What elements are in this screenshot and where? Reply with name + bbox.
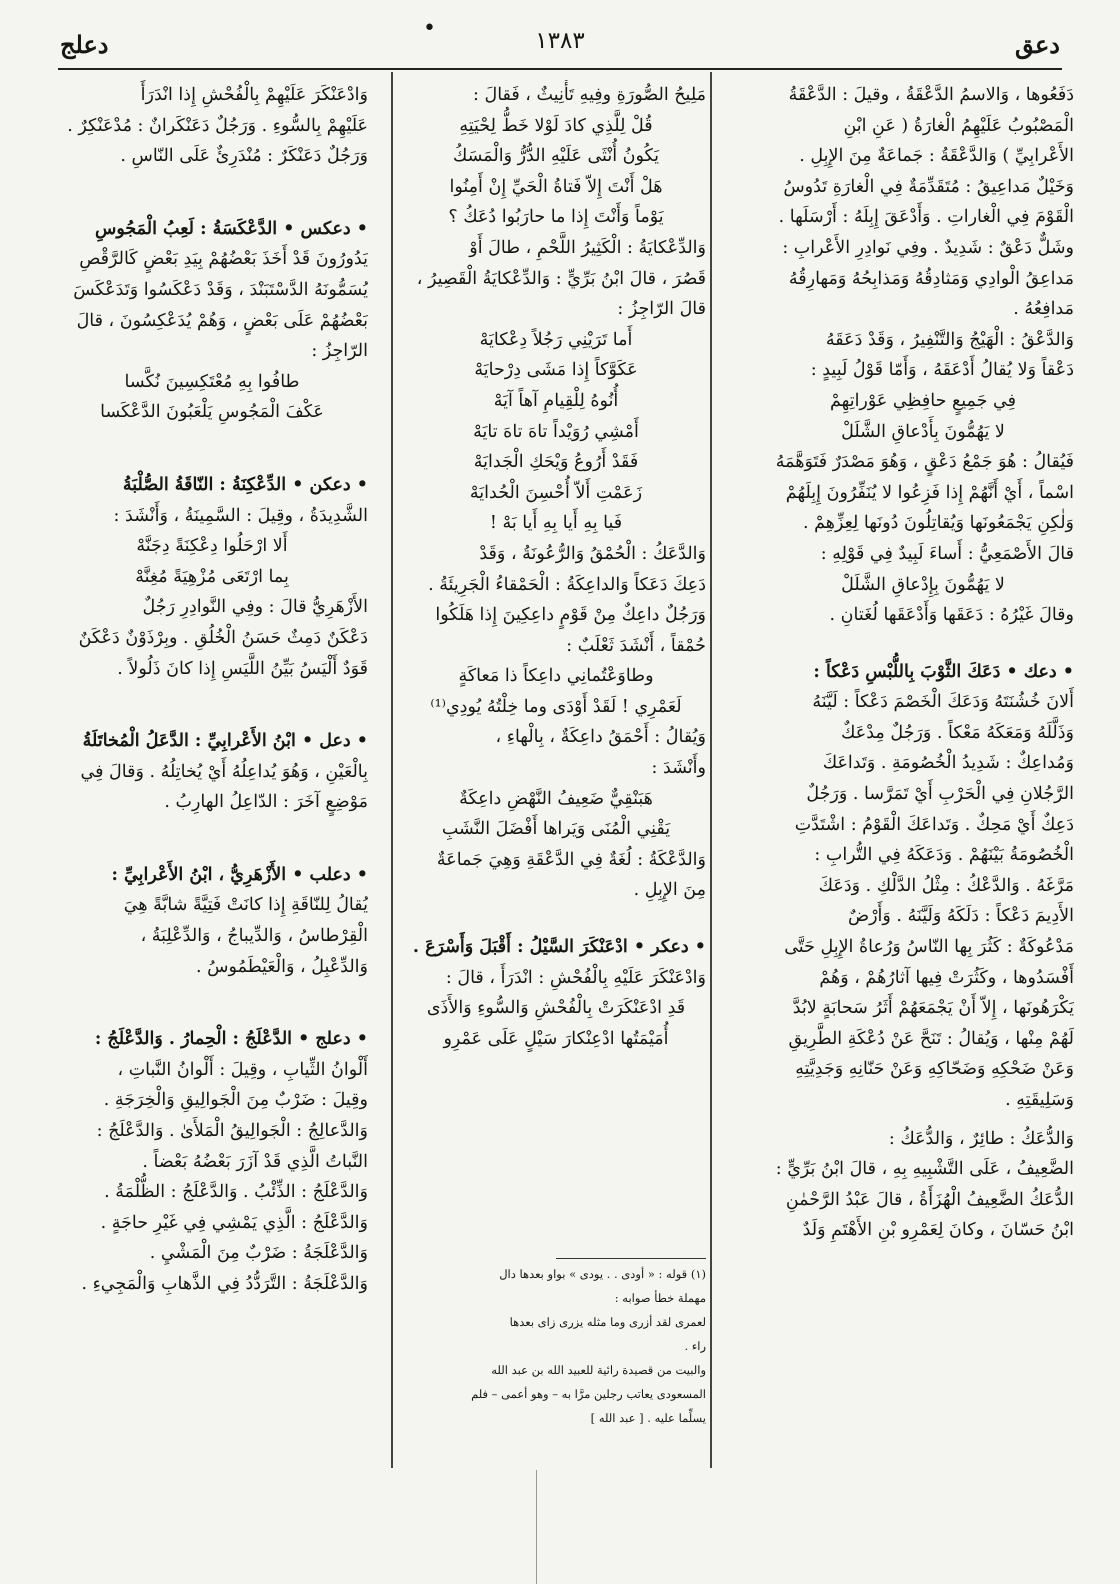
entry-heading-line: • دعلج • الدَّعْلَجُ : الْحِمارُ . وَالدَّعْلَجُ : [94, 1029, 368, 1050]
entry-heading-line: • دعكن • الدِّعْكِنَةُ : النّاقَةُ الصُّلْبَةُ [122, 474, 368, 495]
verse-line: يَوْماً وَأَنْتَ إِذا ما حارَبُوا دُعَكُ ؟ [448, 207, 664, 228]
footnote-line: مهملة خطأ صوابه : [614, 1291, 706, 1305]
text-line: دَعِكٌ أَيْ مَحِكٌ . وَتَداعَكَ الْقَوْمُ : اشْتَدَّتِ [794, 814, 1074, 835]
verse-line: لا يَهُمُّونَ بِأَدْعاقِ الشَّلَلْ [841, 421, 1005, 442]
column-left [56, 80, 368, 1460]
entry-heading-line: • دعل • ابْنُ الأَعْرابِيِّ : الدَّعَلُ الْمُخاتَلَةُ [82, 731, 368, 752]
verse-line: فَيا بِهِ أَيا بِهِ أَيا بَهْ ! [489, 513, 623, 534]
entry-heading-line: • دعك • دَعَكَ الثَّوْبَ بِاللُّبْسِ دَعْكاً : [813, 661, 1074, 682]
text-line: الرَّجُلانِ فِي الْحَرْبِ أَيْ تَمَرَّسا . وَرَجُلٌ [806, 784, 1074, 805]
column-divider-right [710, 72, 712, 1468]
verse-line: أَما تَرَيْنِي رَجُلاً دِعْكايَهْ [479, 329, 633, 350]
text-line: الأَعْرابِيِّ ) وَالدَّعْقَةُ : جَماعَةٌ مِنَ الإِبِلِ . [799, 146, 1074, 167]
text-line: النَّباتُ الَّذِي قَدْ آزَرَ بَعْضُهُ بَعْضاً . [142, 1151, 368, 1172]
text-line: الْقَوْمَ فِي الْغاراتِ . وَأَدْعَقَ إِبِلَهُ : أَرْسَلَها . [778, 207, 1074, 228]
footnote-rule [556, 1258, 706, 1259]
verse-line: أَلا ارْحَلُوا دِعْكِنَةً دِجَنَّهْ [136, 536, 288, 557]
text-line: وأَنْشَدَ : [651, 758, 706, 779]
verse-line: هَلْ أَنْتَ إِلاّ فَتاةُ الْحَيِّ إِنْ أَمِنُوا [449, 176, 663, 197]
text-line: اسْماً ، أَيْ أَنَّهُمْ إِذا فَزِعُوا لا يُنَفِّرُونَ إِبِلَهُمْ [785, 482, 1074, 503]
text-line: الْخُصُومَةُ بَيْنَهُمْ . وَدَعَكَهُ فِي التُّرابِ : [814, 845, 1074, 866]
text-line: وَادْعَنْكَرَ عَلَيْهِ بِالْفُحْشِ : انْدَرَأَ ، قالَ : [445, 967, 706, 988]
text-line: يُقالُ لِلنّاقَةِ إِذا كانَتْ فَتِيَّةً شابَّةً هِيَ [123, 895, 368, 916]
text-line: قالَ الرّاجِزُ : [617, 299, 706, 320]
text-line: الأَزْهَرِيُّ قالَ : وفِي النَّوادِرِ رَجُلٌ [142, 597, 368, 618]
verse-line: عَكَوَّكاً إِذا مَشَى دِرْحايَهْ [474, 360, 638, 381]
text-line: مَوْضِعٍ آخَرَ : الدّاعِلُ الهارِبُ . [164, 792, 368, 813]
text-line: بِالْعَيْنِ ، وَهُوَ يُداعِلُهُ أَيْ يُخاتِلُهُ . وَقالَ فِي [80, 761, 368, 782]
verse-line: أَمْشِي رُوَيْداً تاهَ تاهَ تايَهْ [473, 421, 639, 442]
text-line: وقالَ غَيْرُهُ : دَعَقَها وَأَدْعَقَها لُغَتانِ . [829, 605, 1074, 626]
text-line: مَداعِقُ الْوادِي وَمَثادِقُهُ وَمَذابِحُهُ وَمَهارِقُهُ [788, 268, 1074, 289]
footnote-line: يسلِّما عليه . [ عبد الله ] [590, 1411, 706, 1425]
verse-line: لَعَمْرِي ! لَقَدْ أَوْدَى وما خِلْتُهُ يُودِي⁽¹⁾ [430, 696, 682, 717]
verse-line: فِي جَمِيعٍ حافِظِي عَوْراتِهِمْ [829, 390, 1016, 411]
text-line: وَالدَّعْلَجُ : الذِّئْبُ . وَالدَّعْلَجُ : الظُّلْمَةُ . [104, 1182, 368, 1203]
verse-line: أُنُوهُ لِلْقِيامِ آهاً آيَهْ [493, 390, 619, 411]
text-line: وشَلٌّ دَعْقٌ : شَدِيدٌ . وفِي نَوادِرِ الأَعْرابِ : [782, 237, 1074, 258]
text-line: الْقِرْطاسُ ، وَالدِّيباجُ ، وَالدِّعْلِبَةُ ، [140, 926, 368, 947]
text-line: وَرَجُلٌ دَعَنْكَرٌ : مُنْدَرِئٌ عَلَى النّاسِ . [120, 146, 368, 167]
text-line: وَمُداعِكٌ : شَدِيدُ الْخُصُومَةِ . وَتَداعَكَ [822, 753, 1074, 774]
text-line: فَيُقالُ : هُوَ جَمْعُ دَعْقٍ ، وَهُوَ مَصْدَرٌ فَتَوَهَّمَهُ [775, 452, 1074, 473]
text-line: مَرَّغَهُ . وَالدَّعْكُ : مِثْلُ الدَّلْكِ . وَدَعَكَ [818, 875, 1074, 896]
text-line: الْمَصْبُوبُ عَلَيْهِمُ الْغارَةُ ( عَنِ ابْنِ [843, 115, 1074, 136]
text-line: حُمْقاً ، أَنْشَدَ ثَعْلَبٌ : [566, 635, 706, 656]
header-rule [58, 68, 1062, 70]
text-line: أَلْوانُ الثِّيابِ ، وقِيلَ : أَلْوانُ النَّباتِ ، [117, 1059, 368, 1080]
verse-line: قُلْ لِلَّذِي كادَ لَوْلا خَطُّ لِحْيَتِهِ [459, 115, 653, 136]
text-line: وَعَنْ ضَحْكِهِ وَضَحّاكِهِ وَعَنْ حَنّانِهِ وَجَدِيَّتِهِ [795, 1059, 1074, 1080]
text-line: وَالدَّعالِجُ : الْجَوالِيقُ الْمَلأَىٰ . وَالدَّعْلَجُ : [96, 1121, 368, 1142]
entry-heading-line: • دعكر • ادْعَنْكَرَ السَّيْلُ : أَقْبَلَ وَأَسْرَعَ . [412, 937, 706, 958]
text-line: دَفَعُوها ، وَالاسمُ الدَّعْقَةُ ، وقيلَ : الدَّعْقَةُ [788, 85, 1074, 105]
text-line: عَلَيْهِمْ بِالسُّوءِ . وَرَجُلٌ دَعَنْكَرانٌ : مُدْعَنْكِرٌ . [67, 115, 368, 136]
text-line: وَيُقالُ : أَحْمَقُ داعِكَةٌ ، بِالْهاءِ ، [495, 727, 706, 748]
text-line: وَادْعَنْكَرَ عَلَيْهِمْ بِالْفُحْشِ إِذا انْدَرَأَ [140, 85, 368, 105]
text-line: أَلانَ خُشُنَتَهُ وَدَعَكَ الْخَصْمَ دَعْكاً : لَيَّنَهُ [812, 692, 1074, 713]
text-line: وَالدَّعْلَجُ : الَّذِي يَمْشِي فِي غَيْرِ حاجَةٍ . [100, 1212, 368, 1233]
text-line: يَكْرَهُونَها ، إِلاّ أَنْ يَجْمَعَهُمْ أَثَرُ سَحابَةٍ لابُدَّ [792, 998, 1074, 1019]
page-number: ١٣٨٣ [535, 28, 585, 54]
verse-line: وطاوَعْتُمانِي داعِكاً ذا مَعاكَةٍ [458, 666, 654, 687]
text-line: أَفْسَدُوها ، وكَثُرَتْ فِيها آثارُهُمْ ، وَهُمْ [819, 967, 1074, 988]
text-line: وَخَيْلٌ مَداعِيقُ : مُتَقَدِّمَةٌ فِي الْغارَةِ تَدُوسُ [783, 176, 1074, 197]
text-line: مَدافِعُهُ . [1013, 299, 1074, 320]
text-line: بَعْضُهُمْ عَلَى بَعْضٍ ، وَهُمْ يُدَعْكِسُونَ ، قالَ [76, 310, 368, 331]
verse-line: أُمَيْمَتُها ادْعِنْكارَ سَيْلٍ عَلَى عَمْرِو [443, 1028, 669, 1049]
text-line: دَعِكَ دَعَكاً وَالداعِكَةُ : الْحَمْقاءُ الْجَرِيئَةُ . [428, 574, 706, 595]
text-line: وَالدَّعْقُ : الْهَيْجُ وَالتَّنْفِيرُ ، وَقَدْ دَعَقَهُ [825, 329, 1074, 350]
verse-line: زَعَمْتِ أَلاّ أُحْسِنَ الْحُدايَهْ [469, 482, 643, 503]
text-line: وَالدَّعْلَجَةُ : ضَرْبٌ مِنَ الْمَشْيِ . [149, 1243, 368, 1264]
text-line: وَلٰكِنِ يَجْمَعُونَها وَيُقاتِلُونَ دُونَها لِعِزِّهِمْ . [802, 513, 1074, 534]
column-right [772, 80, 1074, 1460]
text-line: ابْنُ حَسّانَ ، وكانَ لِعَمْرِو بْنِ الأَهْتَمِ وَلَدٌ [802, 1220, 1074, 1241]
verse-line: عَكْفَ الْمَجُوسِ يَلْعَبُونَ الدَّعْكَسا [100, 402, 324, 423]
text-line: يَدُورُونَ قَدْ أَخَذَ بَعْضُهُمْ بِيَدِ بَعْضٍ كَالرَّقْصِ [79, 249, 368, 270]
verse-line: بِما ارْتَعَى مُزْهِيَةً مُغِنَّهْ [135, 566, 289, 587]
text-line: دَعْكَنٌ دَمِثٌ حَسَنُ الْخُلُقِ . وبِرْذَوْنٌ دَعْكَنٌ [78, 627, 368, 648]
text-line: قالَ الأَصْمَعِيُّ : أَساءَ لَبِيدٌ فِي قَوْلِهِ : [820, 543, 1074, 564]
text-line: مَلِيحُ الصُّورَةِ وفِيهِ تَأْنِيثٌ ، فَقالَ : [473, 85, 706, 105]
text-line: وقِيلَ : ضَرْبٌ مِنَ الْجَوالِيقِ وَالْخِرَجَةِ . [103, 1090, 368, 1111]
text-line: مِنَ الإِبِلِ . [633, 880, 706, 901]
text-line: مَدْعُوكَةٌ : كَثُرَ بِها النّاسُ وَرُعاةُ الإِبِلِ حَتَّى [784, 937, 1074, 958]
footnote-line: والبيت من قصيدة رائية للعبيد الله بن عبد الله [491, 1363, 706, 1377]
text-line: قَوَدٌ أَلْيَسُ بَيِّنُ اللَّيَسِ إِذا كانَ ذَلُولاً . [117, 658, 368, 679]
header-entry-start: دعق [1014, 30, 1060, 59]
text-line: الضَّعِيفُ ، عَلَى التَّشْبِيهِ بِهِ ، قالَ ابْنُ بَرِّيٍّ : [775, 1159, 1074, 1180]
column-divider-left [391, 72, 393, 1468]
text-line: وَرَجُلٌ داعِكٌ مِنْ قَوْمٍ داعِكِينَ إِذا هَلَكُوا [435, 605, 706, 626]
verse-line: يَقْنِي الْمُنَى وَيَراها أَفْضَلَ النَّشَبِ [441, 819, 671, 840]
text-line: وَالدَّعَكُ : الْحُمْقُ وَالرُّعُونَةُ ، وَقَدْ [479, 543, 706, 564]
verse-line: فَقَدْ أَرُوعُ وَيْحَكِ الْجَدايَهْ [473, 452, 639, 473]
text-line: وَسَلِيقَتِهِ . [1005, 1090, 1074, 1110]
footnote-line: المسعودى يعاتب رجلين مرَّا به – وهو أعمى – فلم [471, 1387, 706, 1401]
text-line: الأَدِيمَ دَعْكاً : دَلَكَهُ وَلَيَّنَهُ . وَأَرْضٌ [847, 906, 1074, 927]
verse-line: يَكُونُ أُنْثَى عَلَيْهِ الدُّرُّ وَالْمَسَكُ [452, 146, 660, 167]
text-line: وَالدِّعْكايَةُ : الْكَثِيرُ اللَّحْمِ ، طالَ أَوْ [469, 237, 706, 258]
text-line: وَالدَّعْكَةُ : لُغَةٌ فِي الدَّعْقَةِ وَهِيَ جَماعَةٌ [436, 849, 706, 870]
header-entry-end: دعلج [60, 30, 109, 59]
text-line: وَالدِّعْبِلُ ، وَالْعَيْطَمُوسُ . [196, 956, 368, 977]
text-line: لَهُمْ مِنْها ، وَيُقالُ : تَنَحَّ عَنْ دُعْكَةِ الطَّرِيقِ [788, 1028, 1074, 1049]
footnote [406, 1262, 706, 1430]
text-line: وَالدَّعْلَجَةُ : التَّرَدُّدُ فِي الذَّهابِ وَالْمَجِيءِ . [81, 1274, 368, 1294]
verse-line: طافُوا بِهِ مُعْتَكِسِينَ نُكَّسا [124, 371, 300, 392]
verse-line: لا يَهُمُّونَ بِإِدْعاقِ الشَّلَلْ [841, 574, 1005, 595]
entry-heading-line: • دعلب • الأَزْهَرِيُّ ، ابْنُ الأَعْرابِيِّ : [111, 864, 368, 885]
page-header [60, 16, 1060, 64]
footnote-line: راء . [684, 1339, 706, 1353]
footnote-line: لعمرى لقد أزرى وما مثله يزرى زاى بعدها [509, 1315, 706, 1329]
text-line: وَذَلَّلَهُ وَمَعَكَهُ مَعْكاً . وَرَجُلٌ مِدْعَكٌ [841, 722, 1074, 743]
text-line: الرّاجِزُ : [311, 341, 368, 362]
text-line: دَعْقاً وَلا يُقالُ أَدْعَقَهُ ، وَأَمّا قَوْلُ لَبِيدٍ : [810, 360, 1074, 381]
text-line: الدُّعَكُ الضَّعِيفُ الْهُزَأَةُ ، قالَ عَبْدُ الرَّحْمٰنِ [785, 1189, 1074, 1210]
text-line: وَالدُّعَكُ : طائِرٌ ، وَالدُّعَكُ : [888, 1128, 1074, 1149]
footnote-line: (١) قوله : « أودى . . يودى » بواو بعدها دال [499, 1267, 706, 1281]
verse-line: قَدِ ادْعَنْكَرَتْ بِالْفُحْشِ وَالسُّوءِ وَالأَذَى [426, 998, 686, 1019]
entry-heading-line: • دعكس • الدَّعْكَسَةُ : لَعِبُ الْمَجُوسِ [94, 218, 368, 239]
header-dot: • [423, 16, 436, 41]
text-line: الشَّدِيدَةُ ، وقِيلَ : السَّمِينَةُ ، وَأَنْشَدَ : [113, 505, 368, 526]
verse-line: هَبَنْقِيٌّ ضَعِيفُ النَّهْضِ داعِكَةٌ [459, 788, 653, 809]
text-line: يُسَمُّونَهُ الدَّسْتَبَنْدَ ، وَقَدْ دَعْكَسُوا وَتَدَعْكَسَ [73, 279, 368, 300]
text-line: قَصُرَ ، قالَ ابْنُ بَرِّيٍّ : وَالدِّعْكايَةُ الْقَصِيرُ ، [416, 268, 706, 289]
